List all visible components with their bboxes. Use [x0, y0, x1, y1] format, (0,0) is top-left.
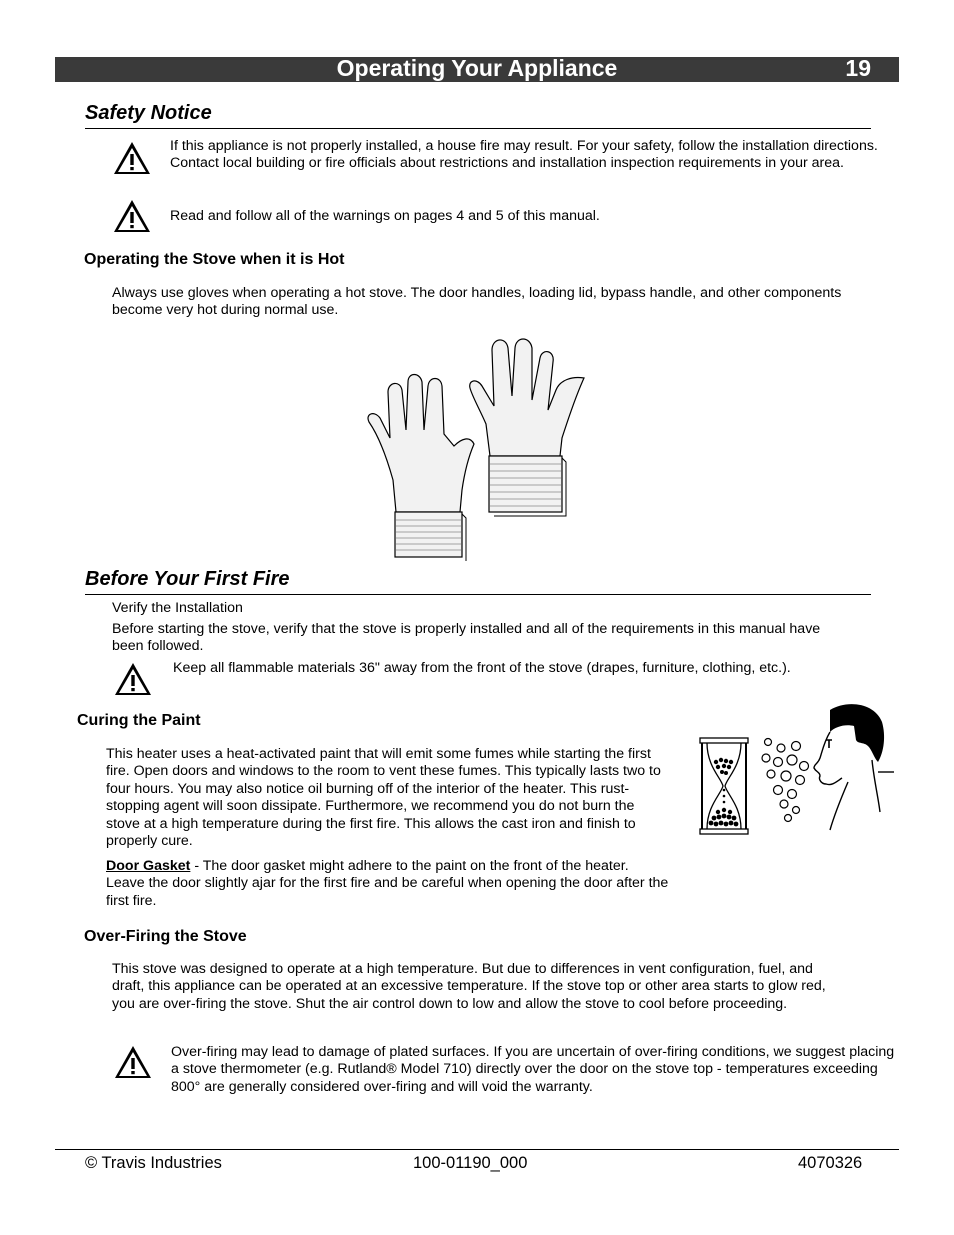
footer-revision: 4070326 [798, 1154, 863, 1172]
hourglass-fumes-illustration [696, 700, 896, 836]
footer-rule [55, 1149, 899, 1150]
page-number: 19 [845, 55, 871, 81]
first-fire-warning: Keep all flammable materials 36" away from the front of the stove (drapes, furniture, clothing, etc.). [173, 660, 791, 676]
heading-curing-paint: Curing the Paint [77, 712, 201, 729]
footer-document-number: 100-01190_000 [413, 1154, 528, 1172]
over-firing-warning: Over-firing may lead to damage of plated surfaces. If you are uncertain of over-firing conditions, we suggest placing a stove thermometer (e.g. Rutland® Model 710) directly over the door on the stove top - temperatures exceeding 800° are generally considered over-firing and will void the warranty. [171, 1044, 895, 1095]
first-fire-text: Before starting the stove, verify that the stove is properly installed and all of the requirements in this manual have been followed. [112, 621, 821, 655]
safety-warning-2: Read and follow all of the warnings on pages 4 and 5 of this manual. [170, 208, 600, 224]
curing-text: This heater uses a heat-activated paint that will emit some fumes while starting the first fire. Open doors and windows to the room to vent these fumes. This typically lasts two to four hours. You may also notice oil burning off of the interior of the heater. This rust-stopping agent will soon dissipate. Furthermore, we recommend you do not burn the stove at a high temperature during the first fire. This allows the cast iron and finish to properly cure. [106, 746, 661, 850]
section-rule [85, 594, 871, 595]
heading-operating-hot: Operating the Stove when it is Hot [84, 251, 345, 268]
footer-copyright: © Travis Industries [85, 1154, 222, 1172]
door-gasket-text: - The door gasket might adhere to the paint on the front of the heater. Leave the door slightly ajar for the first fire and be careful when opening the door after the first fire. [106, 858, 669, 909]
section-rule [85, 128, 871, 129]
first-fire-subheading: Verify the Installation [112, 600, 243, 616]
door-gasket-label: Door Gasket [106, 858, 191, 874]
heading-over-firing: Over-Firing the Stove [84, 928, 247, 945]
warning-triangle-icon [113, 1044, 153, 1080]
hot-text: Always use gloves when operating a hot stove. The door handles, loading lid, bypass handle, and other components become very hot during normal use. [112, 285, 842, 319]
section-heading-first-fire: Before Your First Fire [85, 568, 290, 590]
warning-triangle-icon [112, 198, 152, 234]
section-heading-safety: Safety Notice [85, 102, 212, 124]
safety-warning-1: If this appliance is not properly installed, a house fire may result. For your safety, follow the installation directions. Contact local building or fire officials about restrictions and installation inspection requirements in your area. [170, 138, 878, 172]
over-firing-text: This stove was designed to operate at a high temperature. But due to differences in vent configuration, fuel, and draft, this appliance can be operated at an excessive temperature. If the stove top or other area starts to glow red, you are over-firing the stove. Shut the air control down to low and allow the stove to cool before proceeding. [112, 961, 826, 1012]
warning-triangle-icon [112, 140, 152, 176]
page-header-bar [55, 57, 899, 82]
page-title: Operating Your Appliance [336, 55, 618, 81]
warning-triangle-icon [113, 661, 153, 697]
gloves-illustration [360, 330, 592, 562]
door-gasket-paragraph [106, 858, 671, 910]
